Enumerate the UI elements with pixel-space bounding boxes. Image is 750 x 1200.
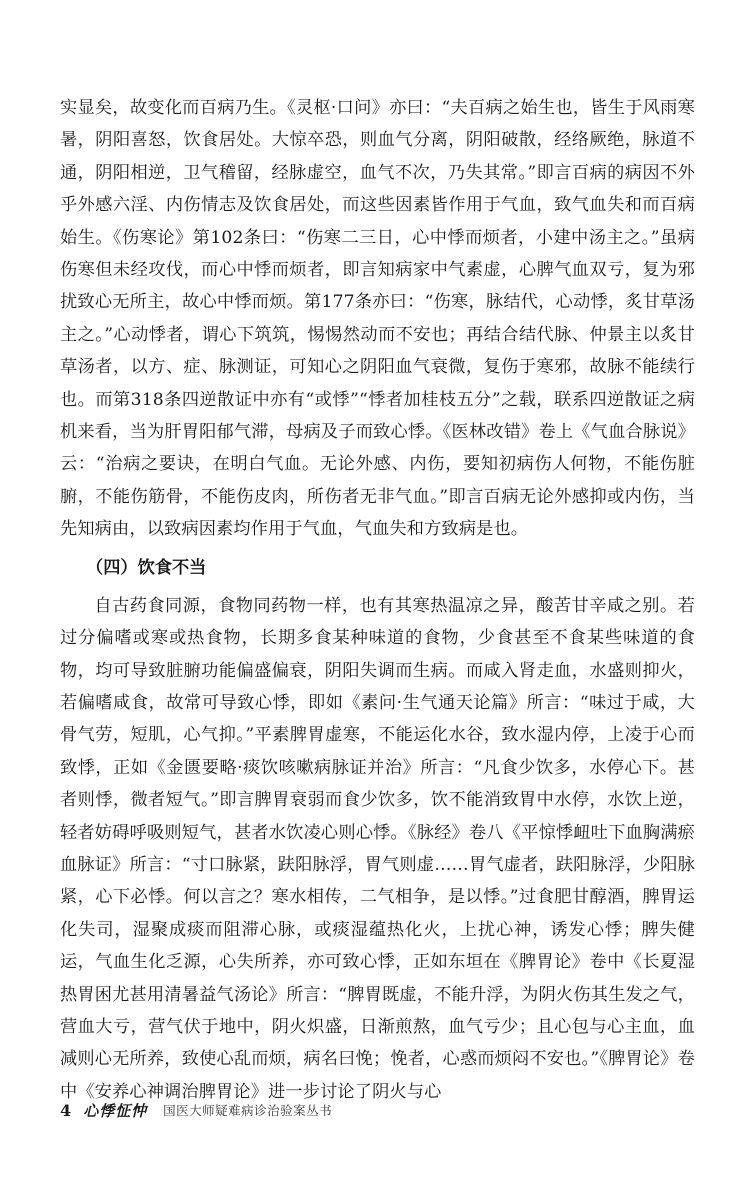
- body-paragraph: 自古药食同源，食物同药物一样，也有其寒热温凉之异，酸苦甘辛咸之别。若过分偏嗜或寒或热食物，长期多食某种味道的食物，少食甚至不食某些味道的食物，均可导致脏腑功能偏盛偏衰，阴阳失调而生病。而咸入肾走血，水盛则抑火，若偏嗜咸食，故常可导致心悸，即如《素问·生气通天论篇》所言：“味过于咸，大骨气劳，短肌，心气抑。”平素脾胃虚寒，不能运化水谷，致水湿内停，上凌于心而致悸，正如《金匮要略·痰饮咳嗽病脉证并治》所言：“凡食少饮多，水停心下。甚者则悸，微者短气。”即言脾胃衰弱而食少饮多，饮不能消致胃中水停，水饮上逆，轻者妨碍呼吸则短气，甚者水饮凌心则心悸。《脉经》卷八《平惊悸衄吐下血胸满瘀血脉证》所言：“寸口脉紧，趺阳脉浮，胃气则虚……胃气虚者，趺阳脉浮，少阳脉紧，心下必悸。何以言之？寒水相传，二气相争，是以悸。”过食肥甘醇酒，脾胃运化失司，湿聚成痰而阻滞心脉，或痰湿蕴热化火，上扰心神，诱发心悸；脾失健运，气血生化乏源，心失所养，亦可致心悸，正如东垣在《脾胃论》卷中《长夏湿热胃困尤甚用清暑益气汤论》所言：“脾胃既虚，不能升浮，为阴火伤其生发之气，营血大亏，营气伏于地中，阴火炽盛，日渐煎熬，血气亏少；且心包与心主血，血减则心无所养，致使心乱而烦，病名曰悗；悗者，心惑而烦闷不安也。”《脾胃论》卷中《安养心神调治脾胃论》进一步讨论了阴火与心: [60, 595, 695, 1102]
- section-heading: （四）饮食不当: [86, 557, 207, 578]
- book-title-mark: 心悸怔忡: [83, 1101, 148, 1120]
- body-paragraph: 实显矣，故变化而百病乃生。《灵枢·口问》亦曰：“夫百病之始生也，皆生于风雨寒暑，阴阳喜怒，饮食居处。大惊卒恐，则血气分离，阴阳破散，经络厥绝，脉道不通，阴阳相逆，卫气稽留，经脉虚空，血气不次，乃失其常。”即言百病的病因不外乎外感六淫、内伤情志及饮食居处，而这些因素皆作用于气血，致气血失和而百病始生。《伤寒论》第102条曰：“伤寒二三日，心中悸而烦者，小建中汤主之。”虽病伤寒但未经攻伐，而心中悸而烦者，即言知病家中气素虚，心脾气血双亏，复为邪扰致心无所主，故心中悸而烦。第177条亦曰：“伤寒，脉结代，心动悸，炙甘草汤主之。”心动悸者，谓心下筑筑，惕惕然动而不安也；再结合结代脉、仲景主以炙甘草汤者，以方、症、脉测证，可知心之阴阳血气衰微，复伤于寒邪，故脉不能续行也。而第318条四逆散证中亦有“或悸”“悸者加桂枝五分”之载，联系四逆散证之病机来看，当为肝胃阳郁气滞，母病及子而致心悸。《医林改错》卷上《气血合脉说》云：“治病之要诀，在明白气血。无论外感、内伤，要知初病伤人何物，不能伤脏腑，不能伤筋骨，不能伤皮肉，所伤者无非气血。”即言百病无论外感抑或内伤，当先知病由，以致病因素均作用于气血，气血失和方致病是也。: [60, 98, 695, 540]
- page-footer: [60, 1098, 332, 1122]
- page-body: [60, 92, 695, 1108]
- series-title: 国医大师疑难病诊治验案丛书: [163, 1103, 333, 1118]
- page-number: 4: [60, 1100, 72, 1120]
